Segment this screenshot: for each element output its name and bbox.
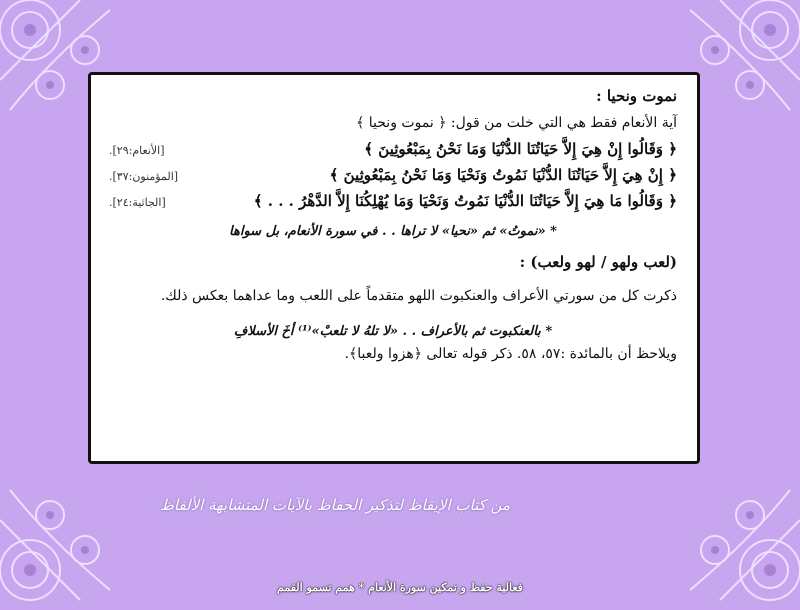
- mnemonic-note-2: * بالعنكبوت ثم بالأعراف . . «لا تلهُ لا تلعبْ»⁽¹⁾ أخَ الأسلافِ: [233, 323, 553, 339]
- verse-ref: [الأنعام:٢٩].: [109, 143, 165, 157]
- verse-muminun: [109, 166, 677, 184]
- corner-ornament-bottom-left: [0, 460, 140, 610]
- paragraph-laib-lahw: ذكرت كل من سورتي الأعراف والعنكبوت اللهو متقدماً على اللعب وما عداهما بعكس ذلك.: [160, 288, 677, 305]
- verse-text: ﴿ وَقَالُوا مَا هِيَ إِلاَّ حَيَاتُنَا الدُّنْيَا نَمُوتُ وَنَحْيَا وَمَا يُهْلِكُنَا إِلاَّ الدَّهْرُ . . . ﴾: [253, 191, 677, 210]
- text-panel: [88, 72, 700, 464]
- verse-text: ﴿ إِنْ هِيَ إِلاَّ حَيَاتُنَا الدُّنْيَا نَمُوتُ وَنَحْيَا وَمَا نَحْنُ بِمَبْعُوثِينَ ﴾: [329, 165, 677, 184]
- footer-title: فعالية حفظ و تمكين سورة الأنعام * همم تسمو القمم: [277, 581, 523, 594]
- last-line: ويلاحظ أن بالمائدة :٥٧، ٥٨. ذكر قوله تعالى ﴿هزوا ولعبا﴾.: [344, 345, 677, 362]
- verse-jathiya: [109, 192, 677, 210]
- intro-line: آية الأنعام فقط هي التي خلت من قول: ﴿ نموت ونحيا ﴾: [356, 115, 677, 131]
- corner-ornament-bottom-right: [660, 460, 800, 610]
- source-caption: من كتاب الإيقاظ لتذكير الحفاظ بالآيات المتشابهة الألفاظ: [160, 496, 510, 514]
- mnemonic-note-1: * «نموتُ» ثم «نحيا» لا تراها . . في سورة الأنعام، بل سواها: [229, 223, 557, 239]
- verse-ref: [المؤمنون:٣٧].: [109, 169, 179, 183]
- verse-anam: [109, 140, 677, 158]
- heading-laib-lahw: (لعب ولهو / لهو ولعب) :: [519, 253, 677, 272]
- heading-namoot-wanahya: نموت ونحيا :: [596, 87, 677, 105]
- verse-text: ﴿ وَقَالُوا إِنْ هِيَ إِلاَّ حَيَاتُنَا الدُّنْيَا وَمَا نَحْنُ بِمَبْعُوثِينَ ﴾: [364, 139, 677, 158]
- verse-ref: [الجاثية:٢٤].: [109, 195, 166, 209]
